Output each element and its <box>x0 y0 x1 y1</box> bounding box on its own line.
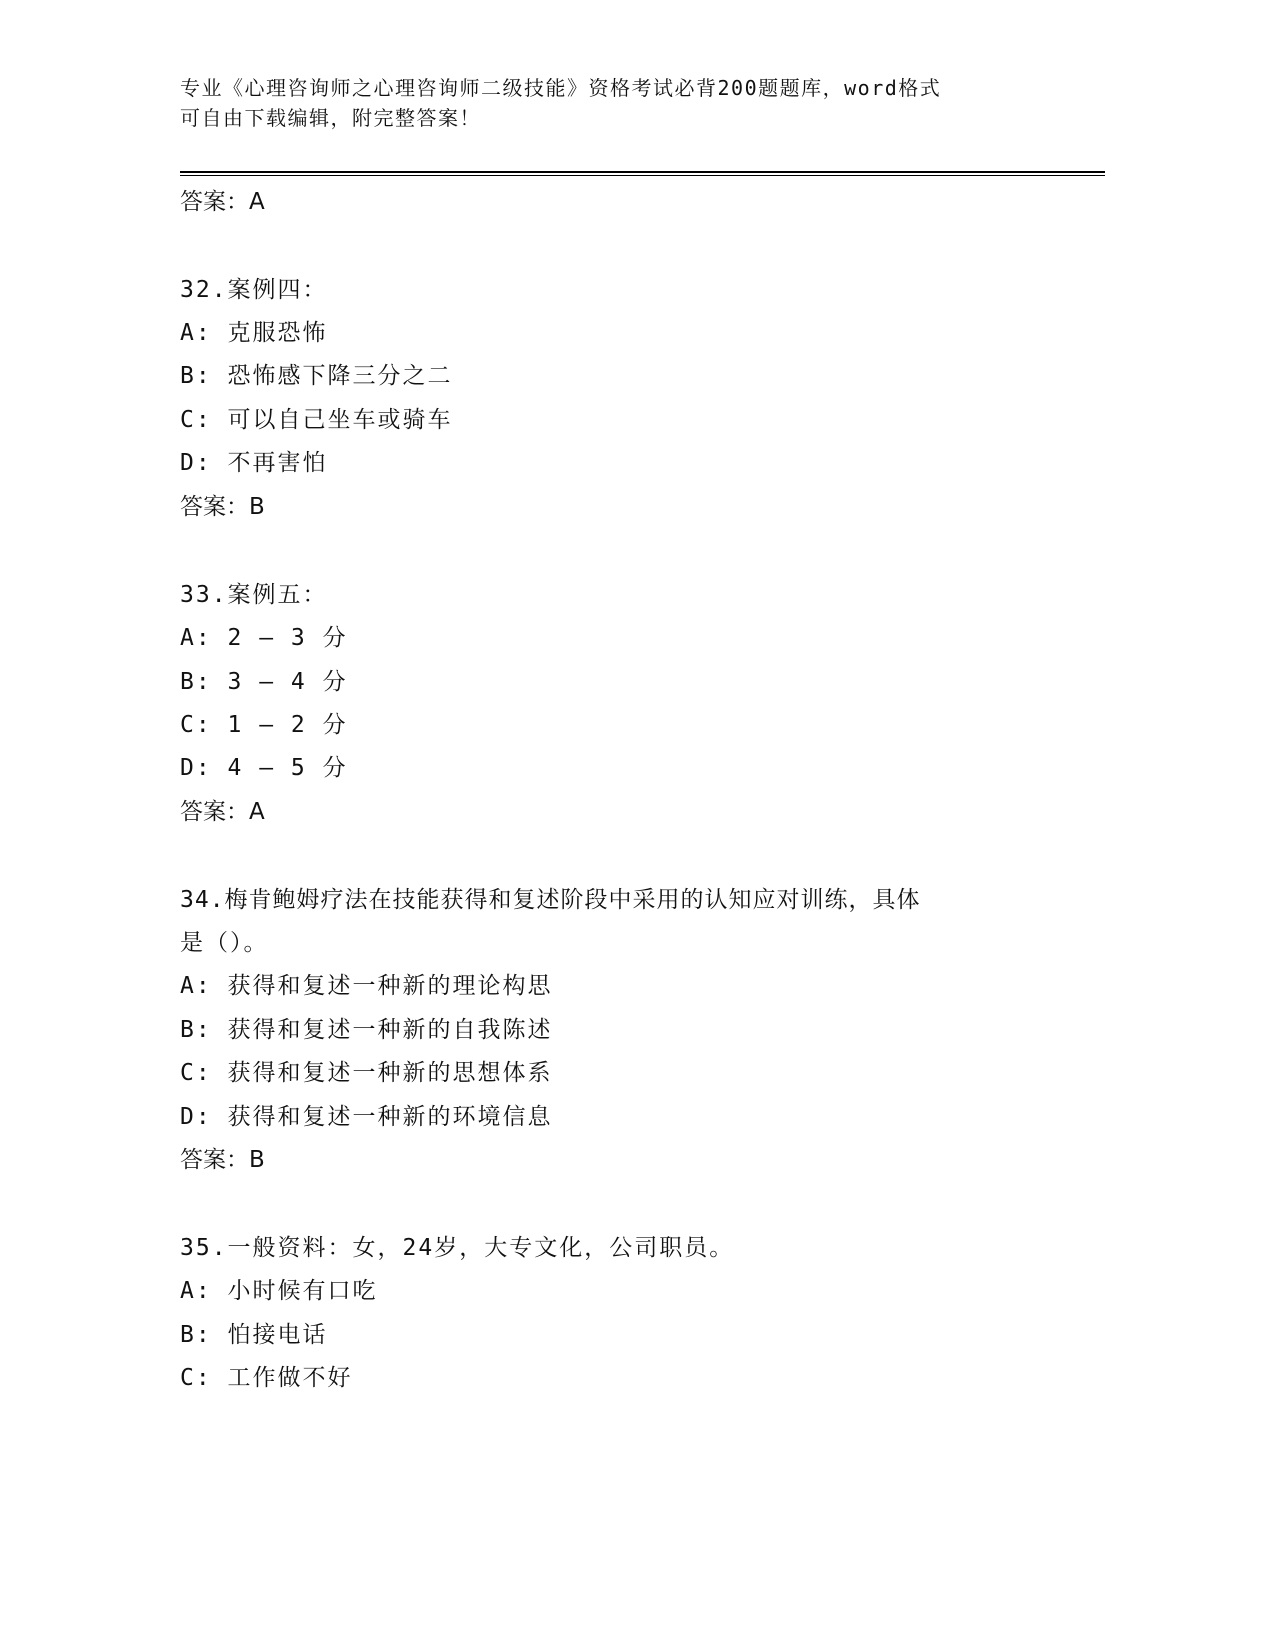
option-c: C: 获得和复述一种新的思想体系 <box>180 1060 553 1086</box>
document-header-line-1: 专业《心理咨询师之心理咨询师二级技能》资格考试必背200题题库，word格式 <box>180 76 942 100</box>
option-a: A: 2 — 3 分 <box>180 625 348 651</box>
option-a: A: 获得和复述一种新的理论构思 <box>180 973 553 999</box>
answer-line: 答案：A <box>180 189 265 215</box>
answer-line: 答案：B <box>180 494 265 520</box>
question-stem: 35.一般资料：女，24岁，大专文化，公司职员。 <box>180 1235 735 1261</box>
option-b: B: 获得和复述一种新的自我陈述 <box>180 1017 553 1043</box>
option-d: D: 4 — 5 分 <box>180 755 348 781</box>
option-d: D: 不再害怕 <box>180 450 328 476</box>
question-stem: 34.梅肯鲍姆疗法在技能获得和复述阶段中采用的认知应对训练，具体 <box>180 887 921 913</box>
question-stem: 32.案例四： <box>180 277 328 303</box>
option-c: C: 1 — 2 分 <box>180 712 348 738</box>
option-a: A: 克服恐怖 <box>180 320 328 346</box>
option-c: C: 工作做不好 <box>180 1365 353 1391</box>
option-d: D: 获得和复述一种新的环境信息 <box>180 1104 553 1130</box>
question-stem-continued: 是（）。 <box>180 930 269 956</box>
option-a: A: 小时候有口吃 <box>180 1278 378 1304</box>
answer-line: 答案：A <box>180 799 265 825</box>
option-c: C: 可以自己坐车或骑车 <box>180 407 453 433</box>
question-stem: 33.案例五： <box>180 582 328 608</box>
document-header-line-2: 可自由下载编辑，附完整答案！ <box>180 106 481 130</box>
option-b: B: 怕接电话 <box>180 1322 328 1348</box>
header-divider-top <box>180 171 1105 173</box>
option-b: B: 3 — 4 分 <box>180 669 348 695</box>
header-divider-bottom <box>180 175 1105 176</box>
option-b: B: 恐怖感下降三分之二 <box>180 363 453 389</box>
answer-line: 答案：B <box>180 1147 265 1173</box>
